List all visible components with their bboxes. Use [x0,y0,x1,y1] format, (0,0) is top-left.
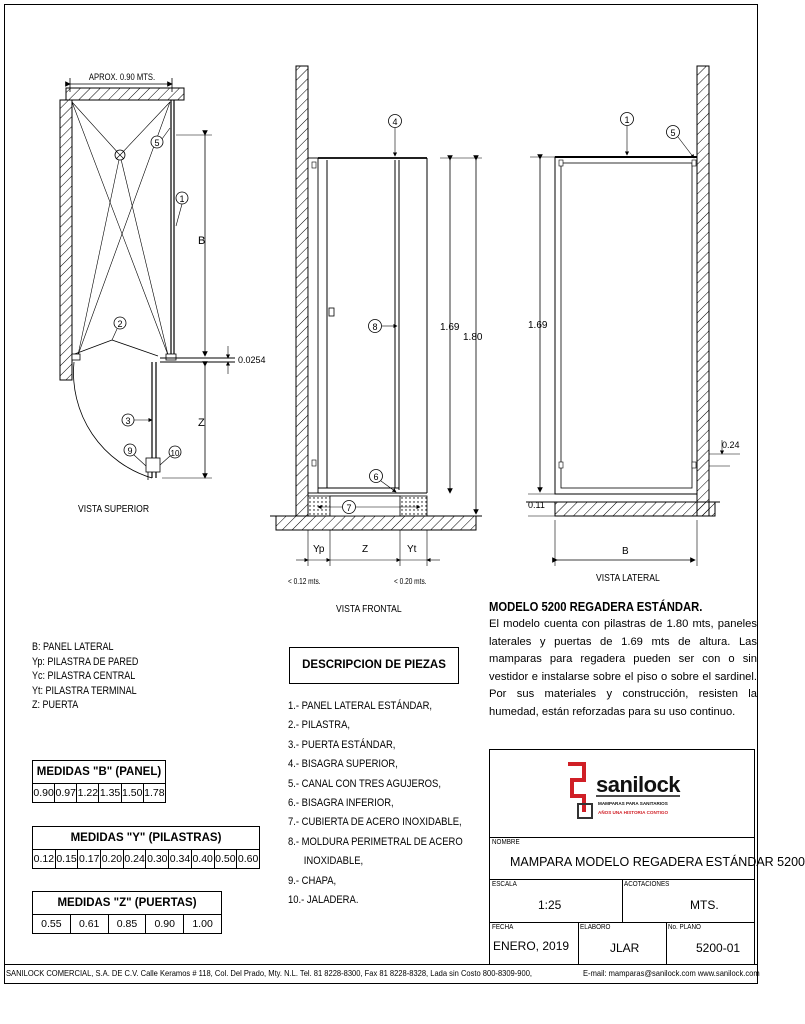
table-y-cell: 0.60 [237,850,260,869]
piece-item: 7.- CUBIERTA DE ACERO INOXIDABLE, [288,816,462,829]
table-y-cell: 0.40 [191,850,214,869]
front-note-yp: < 0.12 mts. [288,576,321,587]
footer-address: SANILOCK COMERCIAL, S.A. DE C.V. Calle Keramos # 118, Col. Del Prado, Mty. N.L. Tel. 81 8228-8300, Fax 81 8228-8328, Lada sin Costo 800-8309-900, [6,968,533,978]
callout-6: 6 [373,472,379,482]
piece-item: 8.- MOLDURA PERIMETRAL DE ACERO [288,835,463,848]
callout-4: 4 [392,117,398,127]
side-view-title: VISTA LATERAL [596,572,660,585]
callout-8: 8 [372,322,378,332]
logo-wordmark: sanilock [596,772,681,797]
logo-tagline: MAMPARAS PARA SANITARIOS [598,801,668,806]
sanilock-logo [558,758,688,834]
model-description: El modelo cuenta con pilastras de 1.80 mts, paneles laterales y puertas de 1.69 mts de altura. Las mamparas para regadera pueden ser con o sin vestidor e instalarse sobre el piso o sobre el sardinel. Por sus materiales y construcción, resisten la humedad, están reforzadas para su uso continuo. [489,618,757,718]
footer-contact: E-mail: mamparas@sanilock.com www.sanilock.com [583,968,760,978]
table-b-cell: 0.97 [55,784,77,803]
table-z-cell: 1.00 [184,915,222,934]
side-dim-b: B [622,546,629,557]
piece-item: 10.- JALADERA. [288,894,359,907]
legend [32,640,162,713]
table-y-title: MEDIDAS "Y" (PILASTRAS) [33,827,260,850]
callout-9: 9 [127,446,133,456]
table-b [32,760,166,803]
escala-label: ESCALA [492,881,517,888]
callout-1: 1 [179,194,185,204]
callout-2: 2 [117,319,123,329]
piece-item: 5.- CANAL CON TRES AGUJEROS, [288,777,441,790]
top-width-dimension: APROX. 0.90 MTS. [88,71,156,83]
fecha-value: ENERO, 2019 [493,939,570,953]
table-b-cell: 1.78 [143,784,165,803]
table-z-cell: 0.55 [33,915,71,934]
callout-7: 7 [346,503,352,513]
table-y [32,826,260,869]
table-b-cell: 1.22 [77,784,99,803]
title-block [489,749,805,965]
table-y-cell: 0.34 [169,850,192,869]
side-callout-5: 5 [670,128,676,138]
side-dim-011: 0.11 [528,500,545,510]
table-y-cell: 0.15 [55,850,78,869]
table-z-title: MEDIDAS "Z" (PUERTAS) [33,892,222,915]
front-dim-z: Z [362,544,369,555]
pieces-title: DESCRIPCION DE PIEZAS [289,647,459,684]
callout-5: 5 [154,138,160,148]
table-b-cell: 0.90 [33,784,55,803]
fecha-label: FECHA [492,924,514,931]
side-dim-024: 0.24 [722,440,740,450]
top-b-dimension: B [198,235,206,247]
nombre-label: NOMBRE [492,839,520,846]
acotaciones-value: MTS. [690,898,719,912]
escala-value: 1:25 [538,898,562,912]
table-z [32,891,222,934]
side-view [526,66,740,584]
table-b-title: MEDIDAS "B" (PANEL) [33,761,166,784]
legend-item: Yt: PILASTRA TERMINAL [32,684,137,697]
logo-slogan: AÑOS UNA HISTORIA CONTIGO [598,810,669,815]
table-z-cell: 0.90 [146,915,184,934]
side-dim-169: 1.69 [528,320,548,331]
callout-3: 3 [125,416,131,426]
top-gap-dimension: 0.0254 [238,355,266,365]
model-title: MODELO 5200 REGADERA ESTÁNDAR. [489,600,703,614]
front-view-title: VISTA FRONTAL [336,603,402,616]
piece-item: 2.- PILASTRA, [288,719,351,732]
front-view [270,66,483,615]
elaboro-label: ELABORO [580,924,611,931]
legend-item: Yc: PILASTRA CENTRAL [32,670,136,682]
table-y-cell: 0.24 [123,850,146,869]
table-z-cell: 0.85 [108,915,146,934]
piece-item: 6.- BISAGRA INFERIOR, [288,797,394,810]
piece-item: 9.- CHAPA, [288,874,337,887]
front-dim-180: 1.80 [463,332,483,343]
front-dim-yt: Yt [407,544,417,555]
piece-item: 3.- PUERTA ESTÁNDAR, [288,738,396,751]
legend-item: Z: PUERTA [32,699,79,711]
top-view [60,71,266,515]
table-y-cell: 0.12 [33,850,56,869]
callout-10: 10 [170,449,180,458]
piece-item: INOXIDABLE, [288,855,364,868]
table-b-cell: 1.35 [99,784,121,803]
plano-label: No. PLANO [668,924,701,931]
piece-item: 4.- BISAGRA SUPERIOR, [288,758,398,771]
side-callout-1: 1 [624,115,630,125]
drawing-name: MAMPARA MODELO REGADERA ESTÁNDAR 5200 [510,855,805,869]
table-y-cell: 0.20 [101,850,124,869]
acotaciones-label: ACOTACIONES [624,881,670,888]
front-dim-169: 1.69 [440,322,460,333]
plano-value: 5200-01 [696,941,741,955]
table-y-cell: 0.17 [78,850,101,869]
front-note-yt: < 0.20 mts. [394,576,427,587]
elaboro-value: JLAR [610,941,640,955]
table-z-cell: 0.61 [70,915,108,934]
table-b-cell: 1.50 [121,784,143,803]
pieces-list [288,697,472,910]
top-view-title: VISTA SUPERIOR [78,503,150,516]
legend-item: Yp: PILASTRA DE PARED [32,655,139,668]
piece-item: 1.- PANEL LATERAL ESTÁNDAR, [288,700,433,712]
table-y-cell: 0.30 [146,850,169,869]
top-z-dimension: Z [198,417,205,429]
table-y-cell: 0.50 [214,850,237,869]
front-dim-yp: Yp [313,544,325,555]
legend-item: B: PANEL LATERAL [32,641,114,653]
